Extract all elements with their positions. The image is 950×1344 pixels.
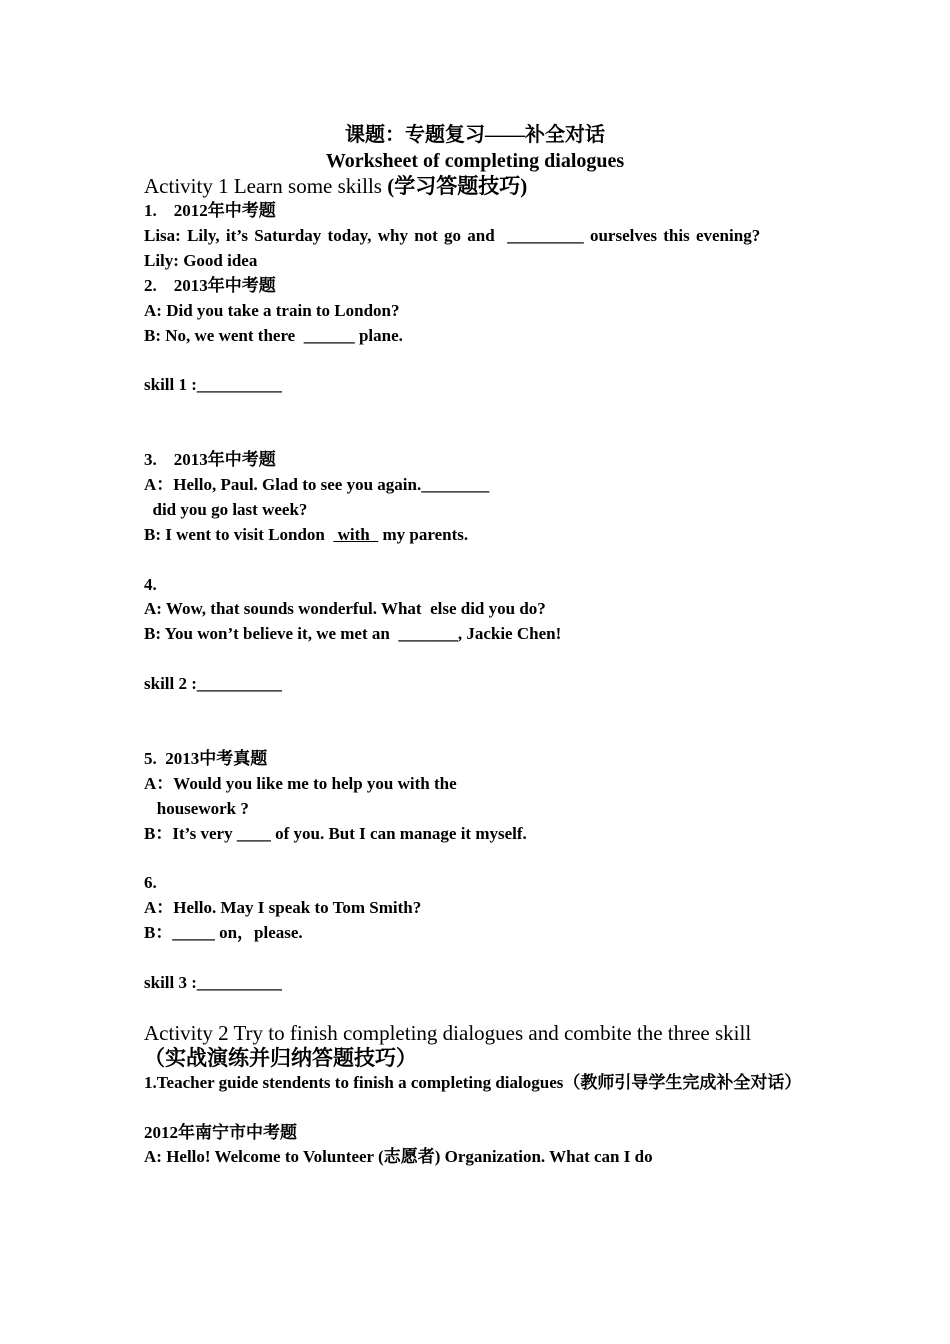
activity2-heading: Activity 2 Try to finish completing dialogues and combite the three skill	[144, 1020, 752, 1045]
q5-line2: housework ?	[144, 798, 249, 818]
q4-line1: A: Wow, that sounds wonderful. What else did you do?	[144, 599, 546, 619]
activity1-heading-text: Activity 1 Learn some skills	[144, 174, 388, 198]
q3-line2: did you go last week?	[144, 499, 308, 519]
q1-line2: Lily: Good idea	[144, 250, 258, 270]
q6-line2: B：_____ on，please.	[144, 923, 303, 943]
q1-label: 1. 2012年中考题	[144, 201, 276, 220]
q6-line1: A：Hello. May I speak to Tom Smith?	[144, 898, 422, 918]
activity1-heading	[144, 174, 806, 199]
q3-label: 3. 2013年中考题	[144, 450, 276, 470]
skill3-line: skill 3 :__________	[144, 972, 282, 992]
q3-line3-post: my parents.	[378, 524, 469, 544]
q1-line1: Lisa: Lily, it’s Saturday today, why not go and _________ ourselves this evening?	[144, 225, 761, 245]
activity2-item1: 1.Teacher guide stendents to finish a completing dialogues（教师引导学生完成补全对话）	[144, 1072, 802, 1092]
q4-label: 4.	[144, 574, 157, 594]
worksheet-title: Worksheet of completing dialogues	[325, 150, 625, 172]
q2-line2: B: No, we went there ______ plane.	[144, 325, 403, 345]
q5-line3: B：It’s very ____ of you. But I can manage it myself.	[144, 823, 527, 843]
skill1-line: skill 1 :__________	[144, 375, 282, 395]
lesson-title-cn: 课题：专题复习——补全对话	[345, 124, 605, 146]
worksheet-page	[144, 122, 806, 1170]
q2-label: 2. 2013年中考题	[144, 275, 276, 295]
q3-answer-with: with	[333, 524, 379, 544]
q5-label: 5. 2013中考真题	[144, 748, 268, 768]
q6-label: 6.	[144, 873, 157, 893]
q5-line1: A：Would you like me to help you with the	[144, 773, 457, 793]
exam-line1: A: Hello! Welcome to Volunteer (志愿者) Organization. What can I do	[144, 1147, 653, 1167]
q3-line1: A：Hello, Paul. Glad to see you again.________	[144, 474, 490, 494]
exam-label: 2012年南宁市中考题	[144, 1122, 297, 1142]
activity2-heading-cn: （实战演练并归纳答题技巧）	[144, 1045, 417, 1070]
q2-line1: A: Did you take a train to London?	[144, 300, 400, 320]
skill2-line: skill 2 :__________	[144, 674, 282, 694]
q3-line3	[144, 523, 806, 548]
q3-line3-pre: B: I went to visit London	[144, 524, 334, 544]
q4-line2: B: You won’t believe it, we met an _______, Jackie Chen!	[144, 624, 562, 644]
activity1-heading-cn: (学习答题技巧)	[387, 174, 528, 198]
